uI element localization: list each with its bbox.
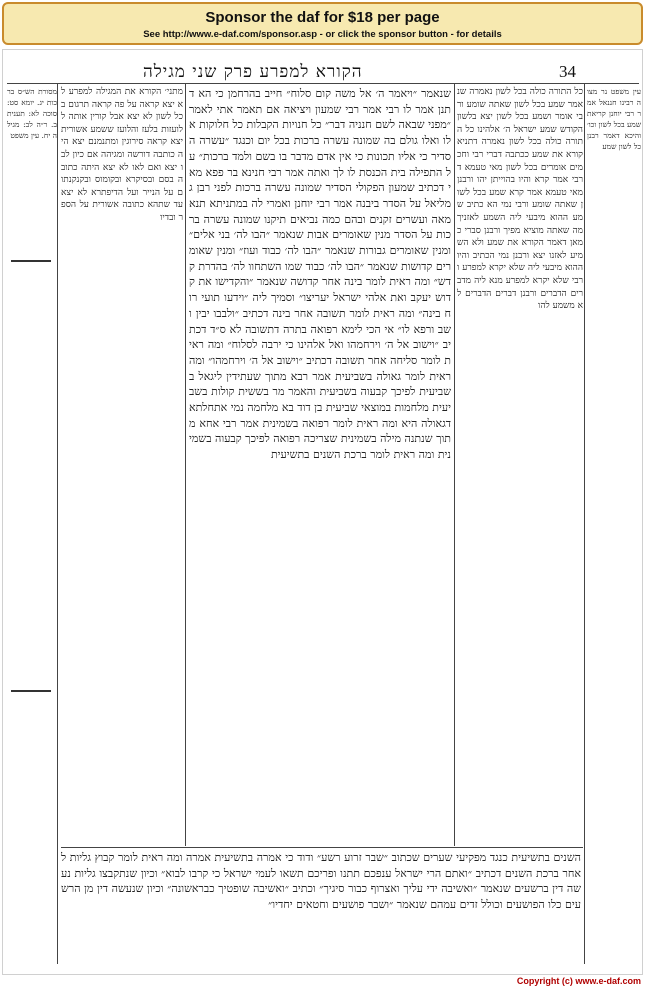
mesoret-hashas-margin: מסורת הש״ס ברכות יג. יומא סט: סוכה לא: תענית ב. ר״ה לב: מגילה יח. עין משפט (7, 87, 57, 140)
ein-mishpat-margin: עין משפט נר מצוה רבינו חננאל אמר רבי יוחנן קריאת שמע בכל לשון וכו׳ והיכא דאמר רבנן כל לשון שמע (587, 87, 641, 151)
column-rule (185, 84, 186, 846)
margin-divider (11, 690, 51, 692)
column-rule (57, 84, 58, 964)
column-rule (454, 84, 455, 846)
page-header-title: הקורא למפרע פרק שני מגילה (143, 62, 363, 82)
rashi-commentary: כל התורה כולה בכל לשון נאמרה שנאמר שמע בכל לשון שאתה שומע ורבי אומר ושמע בכל לשון יצא בלשון הקודש שמע ישראל ה׳ אלהינו כל התורה כולה בכל לשון נאמרה דתניא קורא את שמע ככתבה דברי רבי וחכמים אומרים בכל לשון מאי טעמא דרבי אמר קרא והיו בהוייתן יהו ורבנן מאי טעמא אמר קרא שמע בכל לשון שאתה שומע ורבי נמי הא כתיב שמע ההוא מיבעי ליה השמע לאזניך מה שאתה מוציא מפיך ורבנן סברי כמאן דאמר הקורא את שמע ולא השמיע לאזנו יצא ורבנן נמי הכתיב והיו ההוא מיבעי ליה שלא יקרא למפרע ורבי שלא יקרא למפרע מנא ליה מדברים הדברים ורבנן דברים הדברים לא משמע להו (457, 87, 583, 312)
sponsor-banner-subtitle: See http://www.e-daf.com/sponsor.asp - or click the sponsor button - for details (143, 29, 502, 40)
sponsor-banner[interactable] (2, 2, 643, 45)
page-number: 34 (559, 62, 576, 81)
margin-divider (11, 260, 51, 262)
column-rule (584, 84, 585, 964)
sponsor-banner-title: Sponsor the daf for $18 per page (205, 9, 440, 26)
bottom-rule (61, 847, 583, 848)
header-rule (7, 83, 639, 84)
inner-left-commentary: מתני׳ הקורא את המגילה למפרע לא יצא קראה על פה קראה תרגום בכל לשון לא יצא אבל קורין אותה ללועזות בלעז והלועז ששמע אשורית יצא קראה סירוגין ומתנמנם יצא היה כותבה דורשה ומגיהה אם כיון לבו יצא ואם לאו לא יצא היתה כתובה בסם ובסיקרא ובקומוס ובקנקנתום על הנייר ועל הדיפתרא לא יצא עד שתהא כתובה אשורית על הספר ובדיו (61, 87, 183, 223)
copyright-notice[interactable]: Copyright (c) www.e-daf.com (516, 976, 641, 986)
talmud-page (2, 49, 643, 975)
main-gemara-text: שנאמר ״ויאמר ה׳ אל משה קום סלוח״ חייב בהרחמן כי הא דתנן אמר לו רבי אמר רבי שמעון ויציאה אם תאמר אתי לאמר ״מפני שבאה לשם חנניה דבר״ כל חנויות הקבלות כל חלוקות אלו ואלו גולם בה שמונה עשרה ברכות בכל יום וכנגד ״עשרה הסדיר כי אליו תכונות כי אין אדם מדבר בו בשם ולמד ברכות״ על התפילה בית הכנסת לו לך ואתה אמר רבי חנינא בר פפא מאי דכתיב שמעון הפקולי הסדיר שמונה עשרה ברכות לפני רבן גמליאל על הסדר ביבנה אמר רבי יוחנן ואמרי לה במתניתא תנא מאה ועשרים זקנים ובהם כמה נביאים תיקנו שמונה עשרה ברכות על הסדר מנין שאומרים אבות שנאמר ״הבו לה׳ בני אלים״ ומנין שאומרים גבורות שנאמר ״הבו לה׳ כבוד ועוז״ ומנין שאומרים קדושות שנאמר ״הבו לה׳ כבוד שמו השתחוו לה׳ בהדרת קדש״ ומה ראית לומר בינה אחר קדושה שנאמר ״והקדישו את קדוש יעקב ואת אלהי ישראל יעריצו״ וסמיך ליה ״וידעו תועי רוח בינה״ ומה ראית לומר תשובה אחר בינה דכתיב ״ולבבו יבין ושב ורפא לו״ אי הכי לימא רפואה בתרה דתשובה לא ס״ד דכתיב ״וישוב אל ה׳ וירחמהו ואל אלהינו כי ירבה לסלוח״ ומה ראית לומר סליחה אחר תשובה דכתיב ״וישוב אל ה׳ וירחמהו״ ומה ראית לומר גאולה בשביעית אמר רבא מתוך שעתידין ליגאל בשביעית לפיכך קבעוה בשביעית והאמר מר בששית קולות בשביעית מלחמות במוצאי שביעית בן דוד בא מלחמה נמי אתחלתא דגאולה היא ומה ראית לומר רפואה בשמינית אמר רבי אחא מתוך שנתנה מילה בשמינית שצריכה רפואה לפיכך קבעוה בשמינית ומה ראית לומר ברכת השנים בתשיעית (189, 87, 451, 462)
continuation-text: השנים בתשיעית כנגד מפקיעי שערים שכתוב ״שבר זרוע רשע״ ודוד כי אמרה בתשיעית אמרה ומה ראית לומר קבוץ גליות לאחר ברכת השנים דכתיב ״ואתם הרי ישראל ענפכם תתנו ופריכם תשאו לעמי ישראל כי קרבו לבוא״ וכיון שנתקבצו גליות נעשה דין ברשעים שנאמר ״ואשיבה ידי עליך ואצרוף כבור סיגיך״ וכתיב ״ואשיבה שופטיך כבראשונה״ וכיון שנעשה דין מן הרשעים כלו הפושעים וכולל זדים עמהם שנאמר ״ושבר פושעים וחטאים יחדיו״ (61, 851, 581, 911)
